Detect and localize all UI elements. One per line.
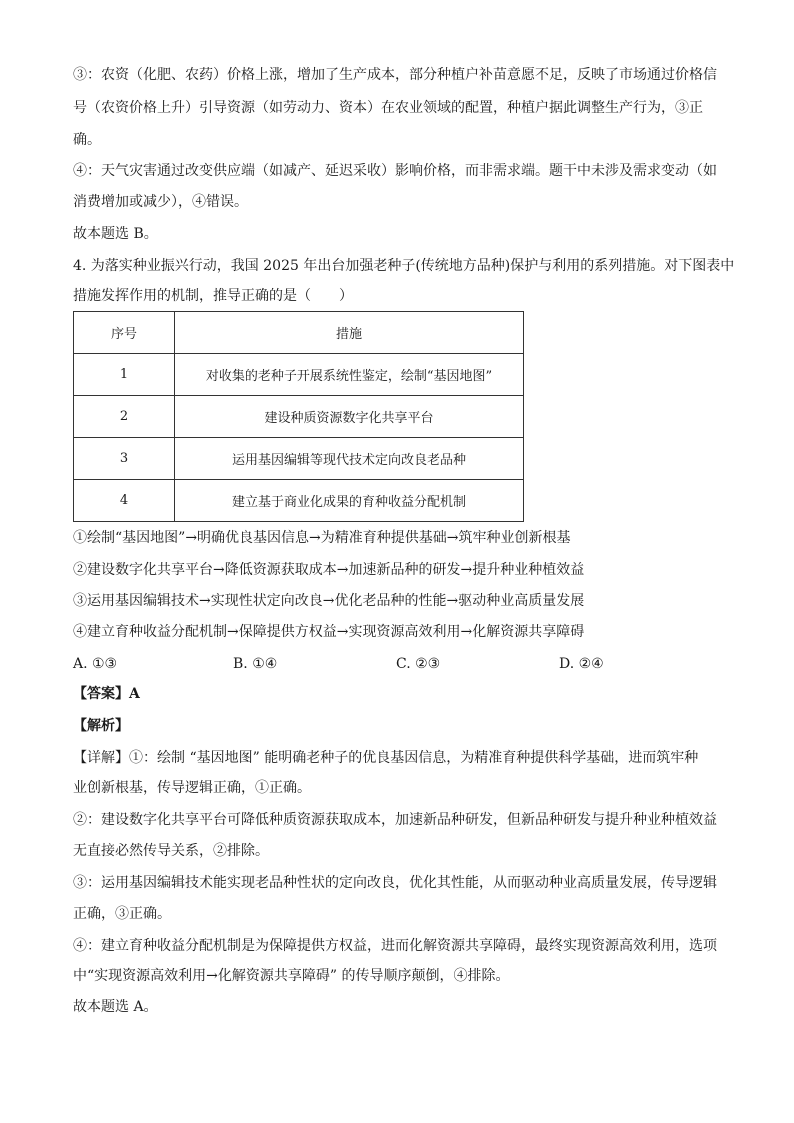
analysis-heading: 【解析】 [73,718,129,734]
table-header-cell: 措施 [175,312,524,354]
table-header-cell: 序号 [74,312,175,354]
measures-table [73,311,524,522]
table-row [74,396,524,438]
analysis-line: 业创新根基，传导逻辑正确，①正确。 [73,780,311,796]
table-cell: 建立基于商业化成果的育种收益分配机制 [175,480,524,522]
question-stem: 4. 为落实种业振兴行动，我国 2025 年出台加强老种子(传统地方品种)保护与利用的系列措施。对下图表中 [73,258,735,274]
table-row [74,480,524,522]
option-b: B. ①④ [233,656,278,672]
table-row [74,438,524,480]
question-stem: 措施发挥作用的机制，推导正确的是（ ） [73,288,353,304]
table-cell: 1 [74,354,175,396]
text-line: ④：天气灾害通过改变供应端（如减产、延迟采收）影响价格，而非需求端。题干中未涉及需求变动（如 [73,163,717,179]
analysis-line: 正确，③正确。 [73,906,171,922]
statement-item: ③运用基因编辑技术→实现性状定向改良→优化老品种的性能→驱动种业高质量发展 [73,593,585,609]
text-line: 号（农资价格上升）引导资源（如劳动力、资本）在农业领域的配置，种植户据此调整生产行为，③正 [73,100,703,116]
analysis-line: 无直接必然传导关系，②排除。 [73,843,269,859]
analysis-line: ④：建立育种收益分配机制是为保障提供方权益，进而化解资源共享障碍，最终实现资源高效利用，选项 [73,938,717,954]
statement-item: ②建设数字化共享平台→降低资源获取成本→加速新品种的研发→提升种业种植效益 [73,562,585,578]
table-header-row [74,312,524,354]
statement-item: ①绘制“基因地图”→明确优良基因信息→为精准育种提供基础→筑牢种业创新根基 [73,530,571,546]
answer-label: 【答案】A [73,686,140,702]
analysis-line: 【详解】①：绘制 “基因地图” 能明确老种子的优良基因信息，为精准育种提供科学基础，进而筑牢种 [73,750,699,766]
text-line: 故本题选 B。 [73,226,158,242]
table-cell: 对收集的老种子开展系统性鉴定，绘制“基因地图” [175,354,524,396]
analysis-line: 故本题选 A。 [73,999,158,1015]
table-cell: 4 [74,480,175,522]
text-line: 消费增加或减少），④错误。 [73,194,248,210]
text-line: ③：农资（化肥、农药）价格上涨，增加了生产成本，部分种植户补苗意愿不足，反映了市场通过价格信 [73,67,717,83]
table-cell: 运用基因编辑等现代技术定向改良老品种 [175,438,524,480]
statement-item: ④建立育种收益分配机制→保障提供方权益→实现资源高效利用→化解资源共享障碍 [73,624,585,640]
table-row [74,354,524,396]
option-a: A. ①③ [73,656,118,672]
analysis-line: ②：建设数字化共享平台可降低种质资源获取成本，加速新品种研发，但新品种研发与提升种业种植效益 [73,812,717,828]
option-d: D. ②④ [559,656,604,672]
analysis-line: ③：运用基因编辑技术能实现老品种性状的定向改良，优化其性能，从而驱动种业高质量发展，传导逻辑 [73,875,717,891]
text-line: 确。 [73,132,101,148]
table-cell: 建设种质资源数字化共享平台 [175,396,524,438]
table-cell: 2 [74,396,175,438]
table-cell: 3 [74,438,175,480]
option-c: C. ②③ [396,656,441,672]
analysis-line: 中“实现资源高效利用→化解资源共享障碍” 的传导顺序颠倒，④排除。 [73,968,510,984]
